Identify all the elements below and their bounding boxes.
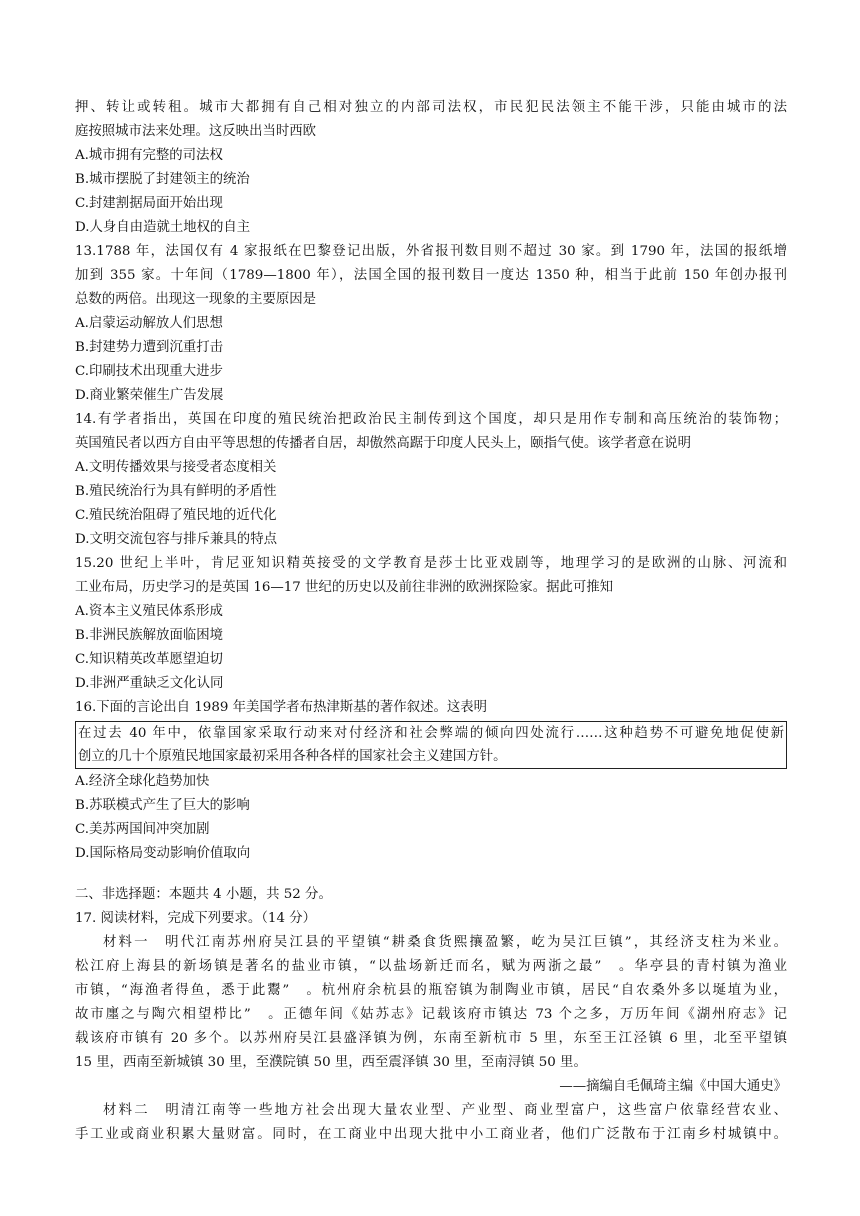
option-b: B.非洲民族解放面临困境 [75,628,224,643]
material-line: 载该府市镇有 20 多个。以苏州府吴江县盛泽镇为例，东南至新杭市 5 里，东至王江泾镇 6 里，北至平望镇 [75,1031,787,1046]
question-12-continuation [75,96,787,240]
material-source: ——摘编自毛佩琦主编《中国大通史》 [559,1079,787,1094]
option-a: A.资本主义殖民体系形成 [75,604,223,619]
question-stem-line: 工业布局，历史学习的是英国 16—17 世纪的历史以及前往非洲的欧洲探险家。据此可推知 [75,580,614,595]
quote-line: 在过去 40 年中，依靠国家采取行动来对付经济和社会弊端的倾向四处流行……这种趋势不可避免地促使新 [78,726,784,741]
option-d: D.国际格局变动影响价值取向 [75,846,251,861]
question-stem-line: 总数的两倍。出现这一现象的主要原因是 [75,292,317,307]
option-a: A.城市拥有完整的司法权 [75,148,223,163]
question-13 [75,240,787,408]
option-b: B.殖民统治行为具有鲜明的矛盾性 [75,484,277,499]
option-c: C.封建割据局面开始出现 [75,196,223,211]
quote-line: 创立的几十个原殖民地国家最初采用各种各样的国家社会主义建国方针。 [78,749,507,764]
material-2 [75,1099,787,1147]
question-15 [75,552,787,696]
option-b: B.苏联模式产生了巨大的影响 [75,798,250,813]
section-gap [75,866,787,883]
option-a: A.经济全球化趋势加快 [75,774,210,789]
material-line: 市镇，“海渔者得鱼，悉于此鬻” 。杭州府余杭县的瓶窑镇为制陶业市镇，居民“自农桑外多以埏埴为业， [75,983,787,998]
question-stem-line: 14.有学者指出，英国在印度的殖民统治把政治民主制传到这个国度，却只是用作专制和高压统治的装饰物； [75,412,787,427]
option-c: C.知识精英改革愿望迫切 [75,652,223,667]
exam-page [75,96,787,1147]
section-title: 二、非选择题：本题共 4 小题，共 52 分。 [75,887,332,902]
question-14 [75,408,787,552]
option-d: D.非洲严重缺乏文化认同 [75,676,224,691]
material-line: 材料二 明清江南等一些地方社会出现大量农业型、产业型、商业型富户，这些富户依靠经营农业、 [103,1103,787,1118]
option-c: C.美苏两国间冲突加剧 [75,822,210,837]
question-16 [75,696,787,866]
question-17-title: 17. 阅读材料，完成下列要求。（14 分） [75,911,317,926]
question-stem-line: 庭按照城市法来处理。这反映出当时西欧 [75,124,317,139]
option-b: B.封建势力遭到沉重打击 [75,340,224,355]
material-line: 15 里，西南至新城镇 30 里，至濮院镇 50 里，西至震泽镇 30 里，至南浔镇 50 里。 [75,1055,587,1070]
question-stem-line: 15.20 世纪上半叶，肯尼亚知识精英接受的文学教育是莎士比亚戏剧等，地理学习的是欧洲的山脉、河流和 [75,556,787,571]
material-1 [75,931,787,1099]
question-stem-line: 加到 355 家。十年间（1789—1800 年），法国全国的报刊数目一度达 1350 种，相当于此前 150 年创办报刊 [75,268,787,283]
option-c: C.印刷技术出现重大进步 [75,364,223,379]
option-d: D.文明交流包容与排斥兼具的特点 [75,532,277,547]
option-a: A.启蒙运动解放人们思想 [75,316,223,331]
material-line: 故市廛之与陶穴相望栉比” 。正德年间《姑苏志》记载该府市镇达 73 个之多，万历年间《湖州府志》记 [75,1007,787,1022]
material-line: 松江府上海县的新场镇是著名的盐业市镇，“以盐场新迁而名，赋为两浙之最” 。华亭县的青村镇为渔业 [75,959,787,974]
option-d: D.商业繁荣催生广告发展 [75,388,224,403]
question-stem-line: 16.下面的言论出自 1989 年美国学者布热津斯基的著作叙述。这表明 [75,700,488,715]
quote-box [75,721,787,769]
option-d: D.人身自由造就土地权的自主 [75,220,251,235]
option-c: C.殖民统治阻碍了殖民地的近代化 [75,508,277,523]
question-stem-line: 押、转让或转租。城市大都拥有自己相对独立的内部司法权，市民犯民法领主不能干涉，只能由城市的法 [75,100,787,115]
option-b: B.城市摆脱了封建领主的统治 [75,172,250,187]
option-a: A.文明传播效果与接受者态度相关 [75,460,277,475]
material-line: 手工业或商业积累大量财富。同时，在工商业中出现大批中小工商业者，他们广泛散布于江南乡村城镇中。 [75,1127,787,1142]
material-line: 材料一 明代江南苏州府吴江县的平望镇“耕桑食货熙攘盈繁，屹为吴江巨镇”，其经济支柱为米业。 [103,935,787,950]
section-2 [75,883,787,1147]
question-stem-line: 13.1788 年，法国仅有 4 家报纸在巴黎登记出版，外省报刊数目则不超过 30 家。到 1790 年，法国的报纸增 [75,244,787,259]
question-stem-line: 英国殖民者以西方自由平等思想的传播者自居，却傲然高踞于印度人民头上，颐指气使。该学者意在说明 [75,436,691,451]
